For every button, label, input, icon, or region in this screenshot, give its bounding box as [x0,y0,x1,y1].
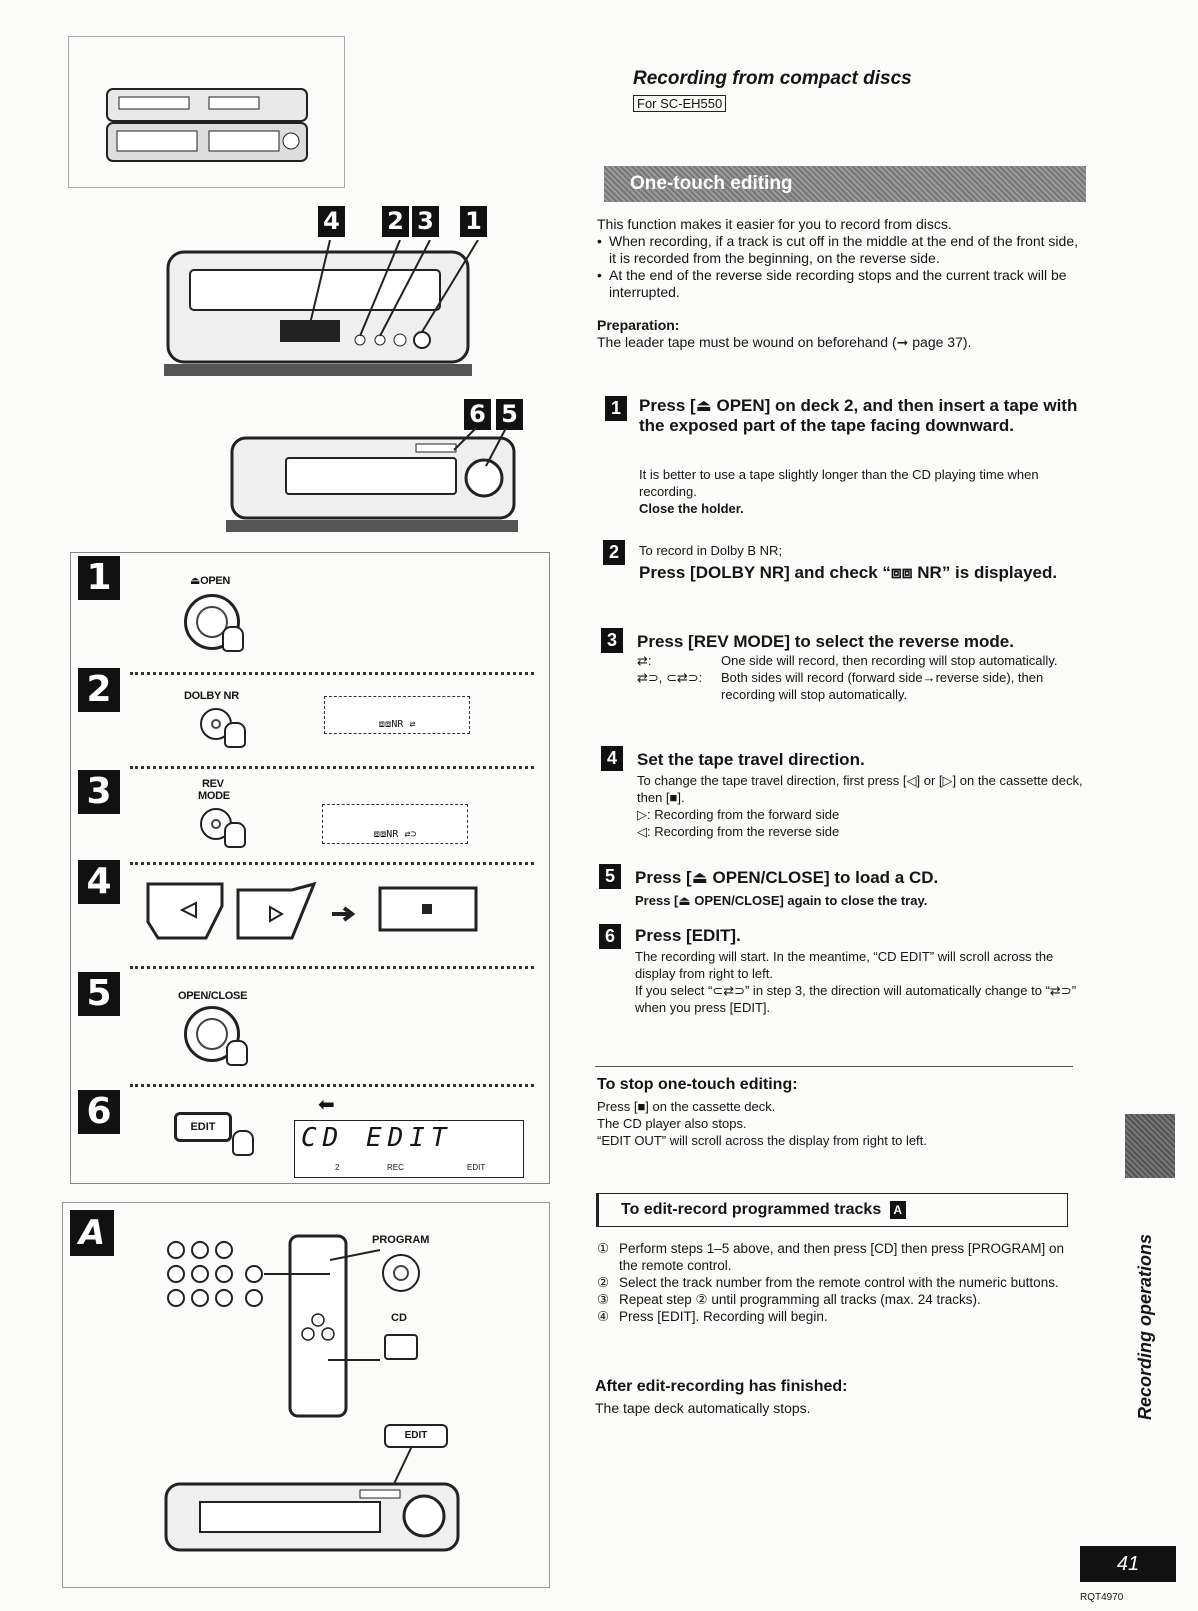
reverse-direction-icon[interactable] [148,884,224,940]
model-tag: For SC-EH550 [633,95,726,112]
preparation-label: Preparation: [597,317,680,333]
step-1-text: It is better to use a tape slightly longer than the CD playing time when recording. [639,467,1039,499]
cd-button[interactable] [384,1334,418,1360]
step-2-number: 2 [603,540,625,565]
panel-a-label: A [70,1210,114,1256]
panel-divider [130,1084,534,1087]
document-code: RQT4970 [1080,1592,1124,1603]
step-6-text: If you select “⊂⇄⊃” in step 3, the direction will automatically change to “⇄⊃” when you press [EDIT]. [635,983,1077,1015]
panel-number-2: 2 [78,668,120,712]
system-overview-image [68,36,345,188]
stop-line: “EDIT OUT” will scroll across the display from right to left. [597,1133,927,1148]
cd-player-bottom-drawing [160,1444,470,1564]
section-divider [595,1066,1073,1067]
step-1-body [639,466,1085,517]
callout-6: 6 [464,399,491,430]
step-3-number: 3 [601,628,623,653]
open-label: ⏏OPEN [190,575,231,587]
item-marker: ① [597,1241,610,1256]
panel-a-ref: A [890,1201,906,1219]
item-marker: ② [597,1275,610,1290]
item-text: Perform steps 1–5 above, and then press [CD] then press [PROGRAM] on the remote control. [619,1241,1064,1273]
callout-2: 2 [382,206,409,237]
after-text: The tape deck automatically stops. [595,1400,811,1416]
step-3-mode-text: One side will record, then recording will stop automatically. [721,653,1058,668]
stop-icon[interactable] [380,888,476,930]
step-4-number: 4 [601,746,623,771]
program-label: PROGRAM [372,1234,430,1246]
lcd-edit-track: 2 [335,1163,340,1172]
page-title: Recording from compact discs [633,68,912,89]
program-button[interactable] [382,1254,420,1292]
panel-divider [130,766,534,769]
after-heading: After edit-recording has finished: [595,1378,848,1395]
intro-bullet-text: When recording, if a track is cut off in the middle at the end of the front side, it is recorded from the beginning, on the reverse side. [609,233,1078,266]
pointing-hand-icon [232,1130,254,1156]
step-6-body [635,948,1085,1016]
step-3-mode-text: Both sides will record (forward side→reverse side), then recording will stop automatically. [721,670,1044,702]
programmed-item [597,1274,1075,1291]
section-side-label: Recording operations [1135,1233,1155,1420]
item-marker: ④ [597,1309,610,1324]
section-tab-marker [1125,1114,1175,1178]
item-marker: ③ [597,1292,610,1307]
step-6-text: The recording will start. In the meantime, “CD EDIT” will scroll across the display from right to left. [635,949,1054,981]
lcd-dolby-display: ⧈⧈NR ⇄ [324,696,470,734]
tape-deck-drawing [160,240,490,390]
open-close-label: OPEN/CLOSE [178,990,248,1002]
dolby-nr-label: DOLBY NR [184,690,239,702]
intro-bullet: • When recording, if a track is cut off in the middle at the end of the front side, it is recorded from the beginning, on the reverse side. [597,233,1085,267]
page-number: 41 [1080,1546,1176,1582]
pointing-hand-icon [224,822,246,848]
item-text: Select the track number from the remote control with the numeric buttons. [619,1275,1059,1290]
panel-divider [130,862,534,865]
programmed-item [597,1291,1075,1308]
step-1-number: 1 [605,396,627,421]
panel-number-3: 3 [78,770,120,814]
lcd-edit-mode: EDIT [467,1163,486,1172]
preparation-text: The leader tape must be wound on beforehand (➞ page 37). [597,334,972,350]
pointing-hand-icon [226,1040,248,1066]
lcd-edit-display [294,1120,524,1178]
callout-1: 1 [460,206,487,237]
programmed-heading-box [596,1193,1068,1227]
programmed-heading: To edit-record programmed tracks [621,1201,882,1218]
intro-text: This function makes it easier for you to record from discs. [597,216,952,232]
step-5-heading: Press [⏏ OPEN/CLOSE] to load a CD. [635,868,939,887]
step-1-heading: Press [⏏ OPEN] on deck 2, and then insert a tape with the exposed part of the tape facing downward. [639,396,1078,435]
step-2-heading: Press [DOLBY NR] and check “⧈⧈ NR” is displayed. [639,563,1058,582]
step-3-heading: Press [REV MODE] to select the reverse mode. [637,632,1014,651]
lcd-edit-main-text: CD EDIT [301,1123,453,1153]
panel-number-4: 4 [78,860,120,904]
intro-bullet: • At the end of the reverse side recording stops and the current track will be interrupted. [597,267,1085,301]
stereo-system-icon [69,37,344,187]
step-6-heading: Press [EDIT]. [635,926,741,945]
step-3-mode-row [637,669,1087,703]
two-way-mode-icon: ⇄⊃, ⊂⇄⊃: [637,670,703,685]
stop-body [597,1098,1077,1149]
intro-bullet-text: At the end of the reverse side recording stops and the current track will be interrupted. [609,267,1067,300]
scroll-left-arrow-icon: ⬅ [318,1094,335,1116]
stop-line: Press [■] on the cassette deck. [597,1099,776,1114]
step-4-body [637,772,1087,840]
panel-divider [130,672,534,675]
step-panels-frame [70,552,550,1184]
item-text: Repeat step ② until programming all tracks (max. 24 tracks). [619,1292,981,1307]
step-4-text: To change the tape travel direction, first press [◁] or [▷] on the cassette deck, then [■]. [637,773,1083,805]
cd-player-drawing [226,428,526,540]
stop-heading: To stop one-touch editing: [597,1076,798,1093]
panel-number-6: 6 [78,1090,120,1134]
callout-3: 3 [412,206,439,237]
programmed-list [597,1240,1075,1325]
callout-4: 4 [318,206,345,237]
edit-button[interactable]: EDIT [174,1112,232,1142]
pointing-hand-icon [224,722,246,748]
panel-divider [130,966,534,969]
numeric-buttons-drawing [160,1230,460,1420]
step-5-number: 5 [599,864,621,889]
lcd-rev-display: ⧈⧈NR ⇄⊃ [322,804,468,844]
step-4-line: ▷: Recording from the forward side [637,807,840,822]
section-banner: One-touch editing [604,166,1086,202]
step-3-mode-row [637,652,1087,669]
programmed-item [597,1240,1075,1274]
one-way-mode-icon: ⇄: [637,653,652,668]
step-4-line: ◁: Recording from the reverse side [637,824,840,839]
panel-number-1: 1 [78,556,120,600]
step-2-pre: To record in Dolby B NR; [639,543,783,558]
pointing-hand-icon [222,626,244,652]
callout-5: 5 [496,399,523,430]
rev-label: REV [202,778,224,790]
step-6-number: 6 [599,924,621,949]
lcd-edit-rec: REC [387,1163,404,1172]
step-5-note: Press [⏏ OPEN/CLOSE] again to close the tray. [635,893,928,908]
item-text: Press [EDIT]. Recording will begin. [619,1309,828,1324]
stop-line: The CD player also stops. [597,1116,747,1131]
panel-number-5: 5 [78,972,120,1016]
cd-label: CD [391,1312,407,1324]
step-3-modes [637,652,1087,703]
remote-edit-button[interactable]: EDIT [384,1424,448,1448]
mode-label: MODE [198,790,230,802]
step-4-heading: Set the tape travel direction. [637,750,865,769]
forward-direction-icon[interactable] [238,884,314,940]
step-1-note: Close the holder. [639,501,744,516]
intro-block [597,216,1085,351]
programmed-item [597,1308,1075,1325]
